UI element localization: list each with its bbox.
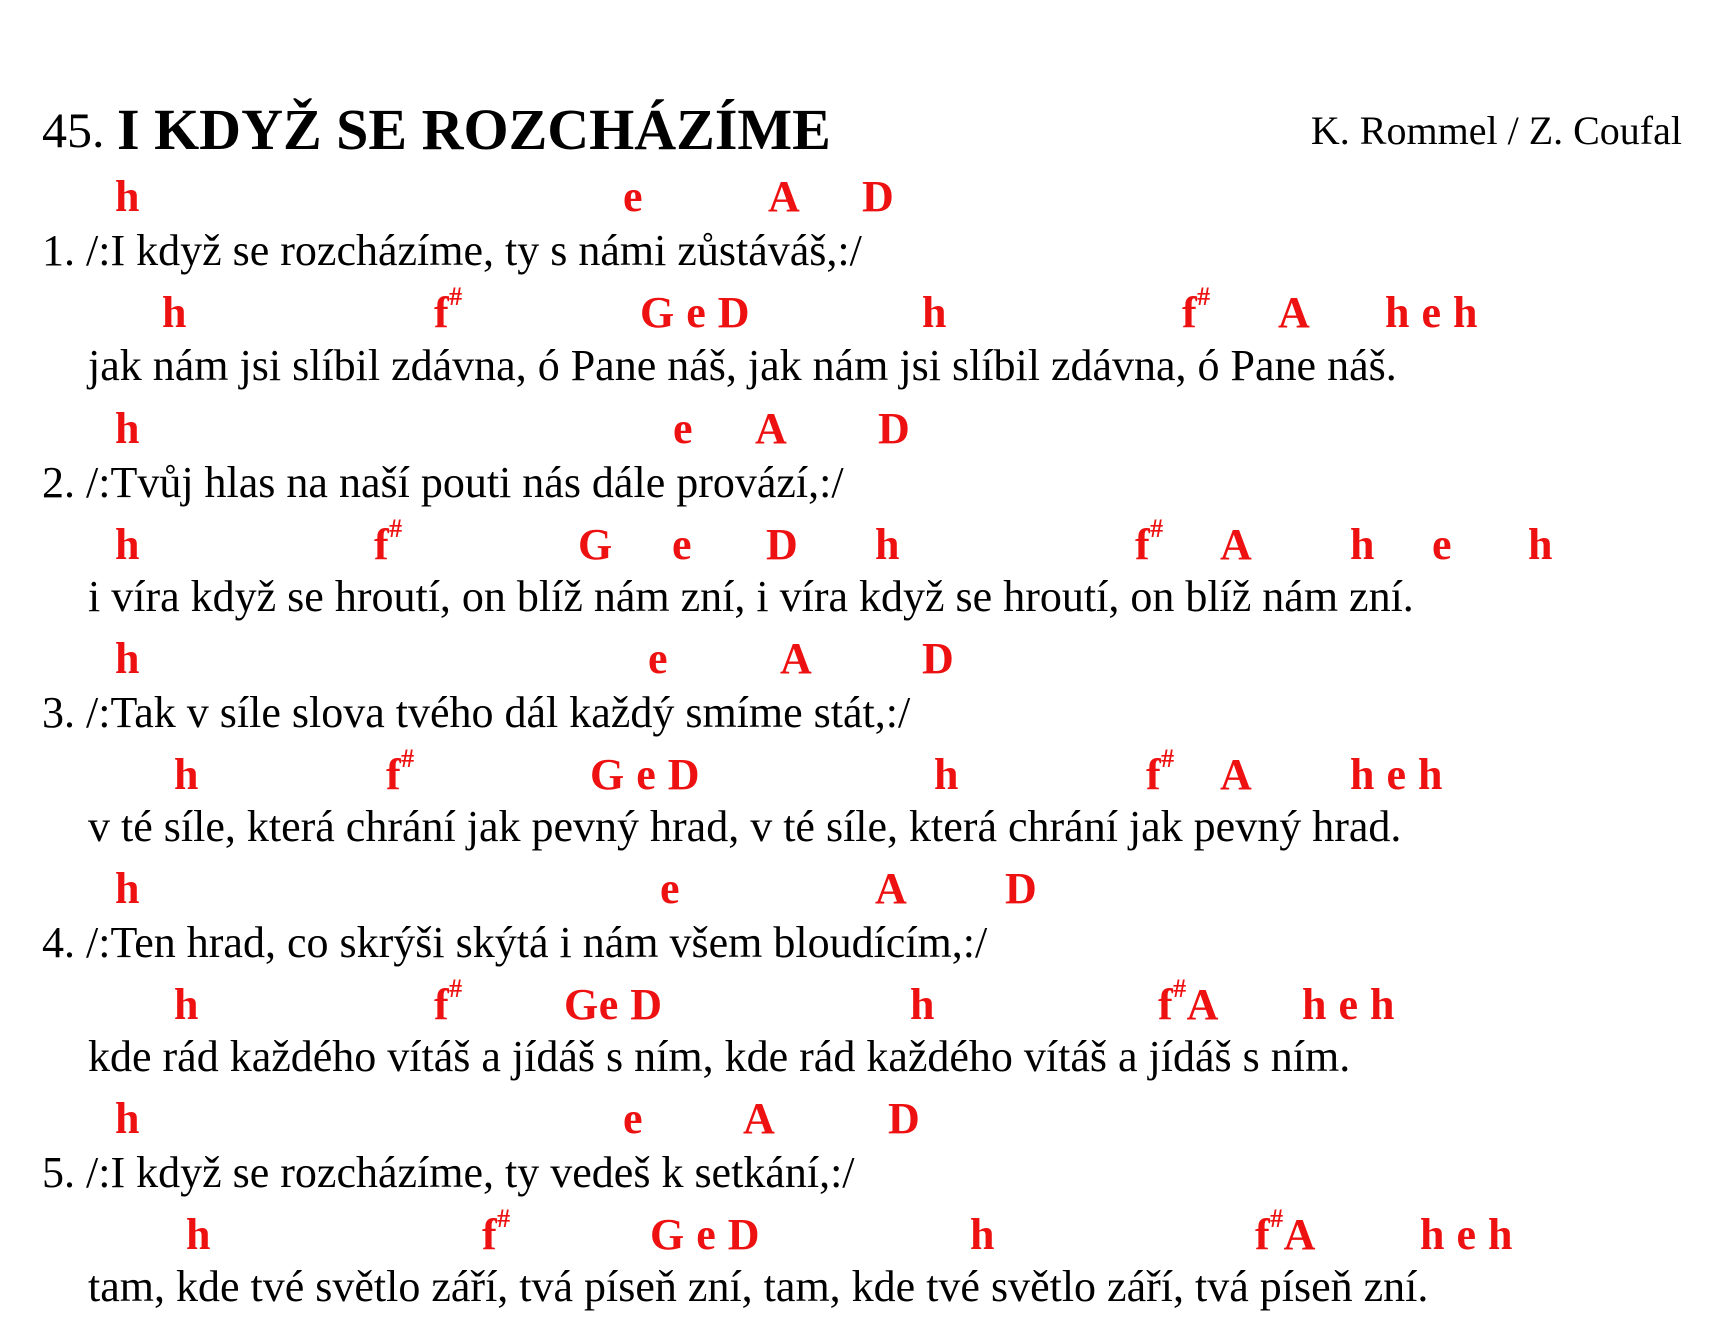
chord: D — [878, 404, 911, 453]
lyric-line: 3. /:Tak v síle slova tvého dál každý smíme stát,:/ — [42, 688, 911, 737]
chord: h — [1350, 520, 1375, 569]
chord: D — [766, 520, 799, 569]
chord: h e h — [1350, 750, 1443, 799]
chord: e — [623, 172, 644, 221]
chord: h — [115, 172, 140, 221]
song-header — [42, 97, 1682, 170]
chord: h — [162, 288, 187, 337]
chord-line — [0, 172, 1736, 228]
chord: G e D — [640, 288, 751, 337]
chord: G — [578, 520, 613, 569]
chord: h — [970, 1210, 995, 1259]
chord: h — [910, 980, 935, 1029]
chord: h — [115, 404, 140, 453]
lyric-line: 4. /:Ten hrad, co skrýši skýtá i nám všem bloudícím,:/ — [42, 918, 988, 967]
chord-line — [0, 1204, 1736, 1266]
chord: A — [768, 172, 801, 221]
chord-line — [0, 634, 1736, 690]
chord: A — [1220, 520, 1253, 569]
lyric-line: 1. /:I když se rozcházíme, ty s námi zůstáváš,:/ — [42, 226, 862, 275]
chord: f# — [374, 514, 403, 569]
chord: h — [174, 750, 199, 799]
chord: A — [743, 1094, 776, 1143]
chord: f# — [434, 282, 463, 337]
chord: h — [115, 634, 140, 683]
lyric-line: tam, kde tvé světlo září, tvá píseň zní, tam, kde tvé světlo září, tvá píseň zní. — [88, 1262, 1429, 1311]
chord: A — [780, 634, 813, 683]
chord: h — [115, 1094, 140, 1143]
chord: A — [875, 864, 908, 913]
chord: A — [755, 404, 788, 453]
chord: e — [660, 864, 681, 913]
chord: h — [922, 288, 947, 337]
chord: h — [115, 520, 140, 569]
chord: e — [648, 634, 669, 683]
chord: f# — [1182, 282, 1211, 337]
chord: f# — [1146, 744, 1175, 799]
chord: f#A — [1158, 974, 1219, 1029]
chord: D — [922, 634, 955, 683]
chord: f#A — [1255, 1204, 1316, 1259]
chord: e — [1432, 520, 1453, 569]
chord: D — [1005, 864, 1038, 913]
song-authors: K. Rommel / Z. Coufal — [1310, 108, 1682, 153]
chord-line — [0, 1094, 1736, 1150]
lyric-line: 5. /:I když se rozcházíme, ty vedeš k setkání,:/ — [42, 1148, 855, 1197]
chord: G e D — [590, 750, 701, 799]
chord: h — [174, 980, 199, 1029]
chord: h e h — [1420, 1210, 1513, 1259]
lyric-line: kde rád každého vítáš a jídáš s ním, kde rád každého vítáš a jídáš s ním. — [88, 1032, 1351, 1081]
chord-line — [0, 974, 1736, 1036]
chord: h — [186, 1210, 211, 1259]
lyric-line: jak nám jsi slíbil zdávna, ó Pane náš, jak nám jsi slíbil zdávna, ó Pane náš. — [88, 341, 1397, 390]
chord: D — [888, 1094, 921, 1143]
chord-line — [0, 404, 1736, 460]
chord: A — [1278, 288, 1311, 337]
chord: e — [623, 1094, 644, 1143]
chord: h — [934, 750, 959, 799]
song-title: I KDYŽ SE ROZCHÁZÍME — [117, 97, 831, 162]
chord: f# — [386, 744, 415, 799]
chord: h — [115, 864, 140, 913]
chord: h — [1528, 520, 1553, 569]
chord: f# — [434, 974, 463, 1029]
chord: e — [673, 404, 694, 453]
chord: f# — [482, 1204, 511, 1259]
lyric-line: i víra když se hroutí, on blíž nám zní, i víra když se hroutí, on blíž nám zní. — [88, 572, 1414, 621]
chord: Ge D — [564, 980, 663, 1029]
chord: A — [1220, 750, 1253, 799]
chord-line — [0, 744, 1736, 806]
lyric-line: v té síle, která chrání jak pevný hrad, v té síle, která chrání jak pevný hrad. — [88, 802, 1402, 851]
chord: h e h — [1385, 288, 1478, 337]
chord: e — [672, 520, 693, 569]
song-number: 45. — [42, 102, 105, 158]
chord: f# — [1135, 514, 1164, 569]
chord-line — [0, 282, 1736, 344]
chord: D — [862, 172, 895, 221]
lyric-line: 2. /:Tvůj hlas na naší pouti nás dále provází,:/ — [42, 458, 844, 507]
chord: h e h — [1302, 980, 1395, 1029]
chord-line — [0, 864, 1736, 920]
chord: h — [875, 520, 900, 569]
chord-line — [0, 514, 1736, 576]
chord: G e D — [650, 1210, 761, 1259]
